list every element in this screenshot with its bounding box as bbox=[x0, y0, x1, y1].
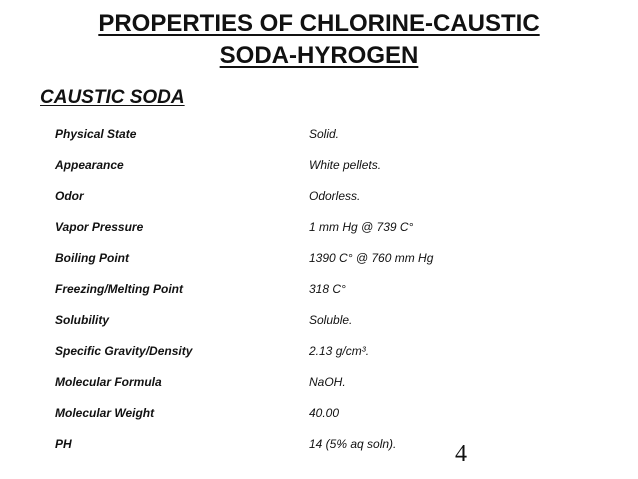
property-value: 14 (5% aq soln). bbox=[309, 437, 397, 451]
property-row bbox=[55, 339, 615, 370]
property-row bbox=[55, 370, 615, 401]
property-label: Physical State bbox=[55, 127, 137, 141]
page-title-line-1: PROPERTIES OF CHLORINE-CAUSTIC bbox=[98, 10, 540, 37]
property-value: Odorless. bbox=[309, 189, 361, 203]
property-label: PH bbox=[55, 437, 72, 451]
property-label: Solubility bbox=[55, 313, 109, 327]
property-row bbox=[55, 215, 615, 246]
page-title bbox=[0, 8, 638, 72]
property-label: Vapor Pressure bbox=[55, 220, 144, 234]
property-row bbox=[55, 184, 615, 215]
property-label: Specific Gravity/Density bbox=[55, 344, 193, 358]
property-value: 2.13 g/cm³. bbox=[309, 344, 370, 358]
property-value: 1390 C° @ 760 mm Hg bbox=[309, 251, 434, 265]
property-row bbox=[55, 432, 615, 463]
property-label: Molecular Weight bbox=[55, 406, 155, 420]
properties-table bbox=[55, 122, 615, 463]
property-row bbox=[55, 401, 615, 432]
property-row bbox=[55, 308, 615, 339]
property-row bbox=[55, 122, 615, 153]
page-number: 4 bbox=[455, 441, 467, 467]
property-value: Solid. bbox=[309, 127, 340, 141]
property-row bbox=[55, 153, 615, 184]
property-label: Odor bbox=[55, 189, 84, 203]
page-title-line-2: SODA-HYROGEN bbox=[219, 42, 419, 69]
property-value: Soluble. bbox=[309, 313, 353, 327]
property-value: 40.00 bbox=[309, 406, 340, 420]
property-value: 318 C° bbox=[309, 282, 346, 296]
section-heading: CAUSTIC SODA bbox=[40, 87, 185, 108]
property-label: Boiling Point bbox=[55, 251, 129, 265]
property-row bbox=[55, 277, 615, 308]
property-row bbox=[55, 246, 615, 277]
property-label: Freezing/Melting Point bbox=[55, 282, 183, 296]
property-label: Appearance bbox=[55, 158, 124, 172]
property-value: White pellets. bbox=[309, 158, 382, 172]
property-value: NaOH. bbox=[309, 375, 346, 389]
property-label: Molecular Formula bbox=[55, 375, 162, 389]
property-value: 1 mm Hg @ 739 C° bbox=[309, 220, 414, 234]
